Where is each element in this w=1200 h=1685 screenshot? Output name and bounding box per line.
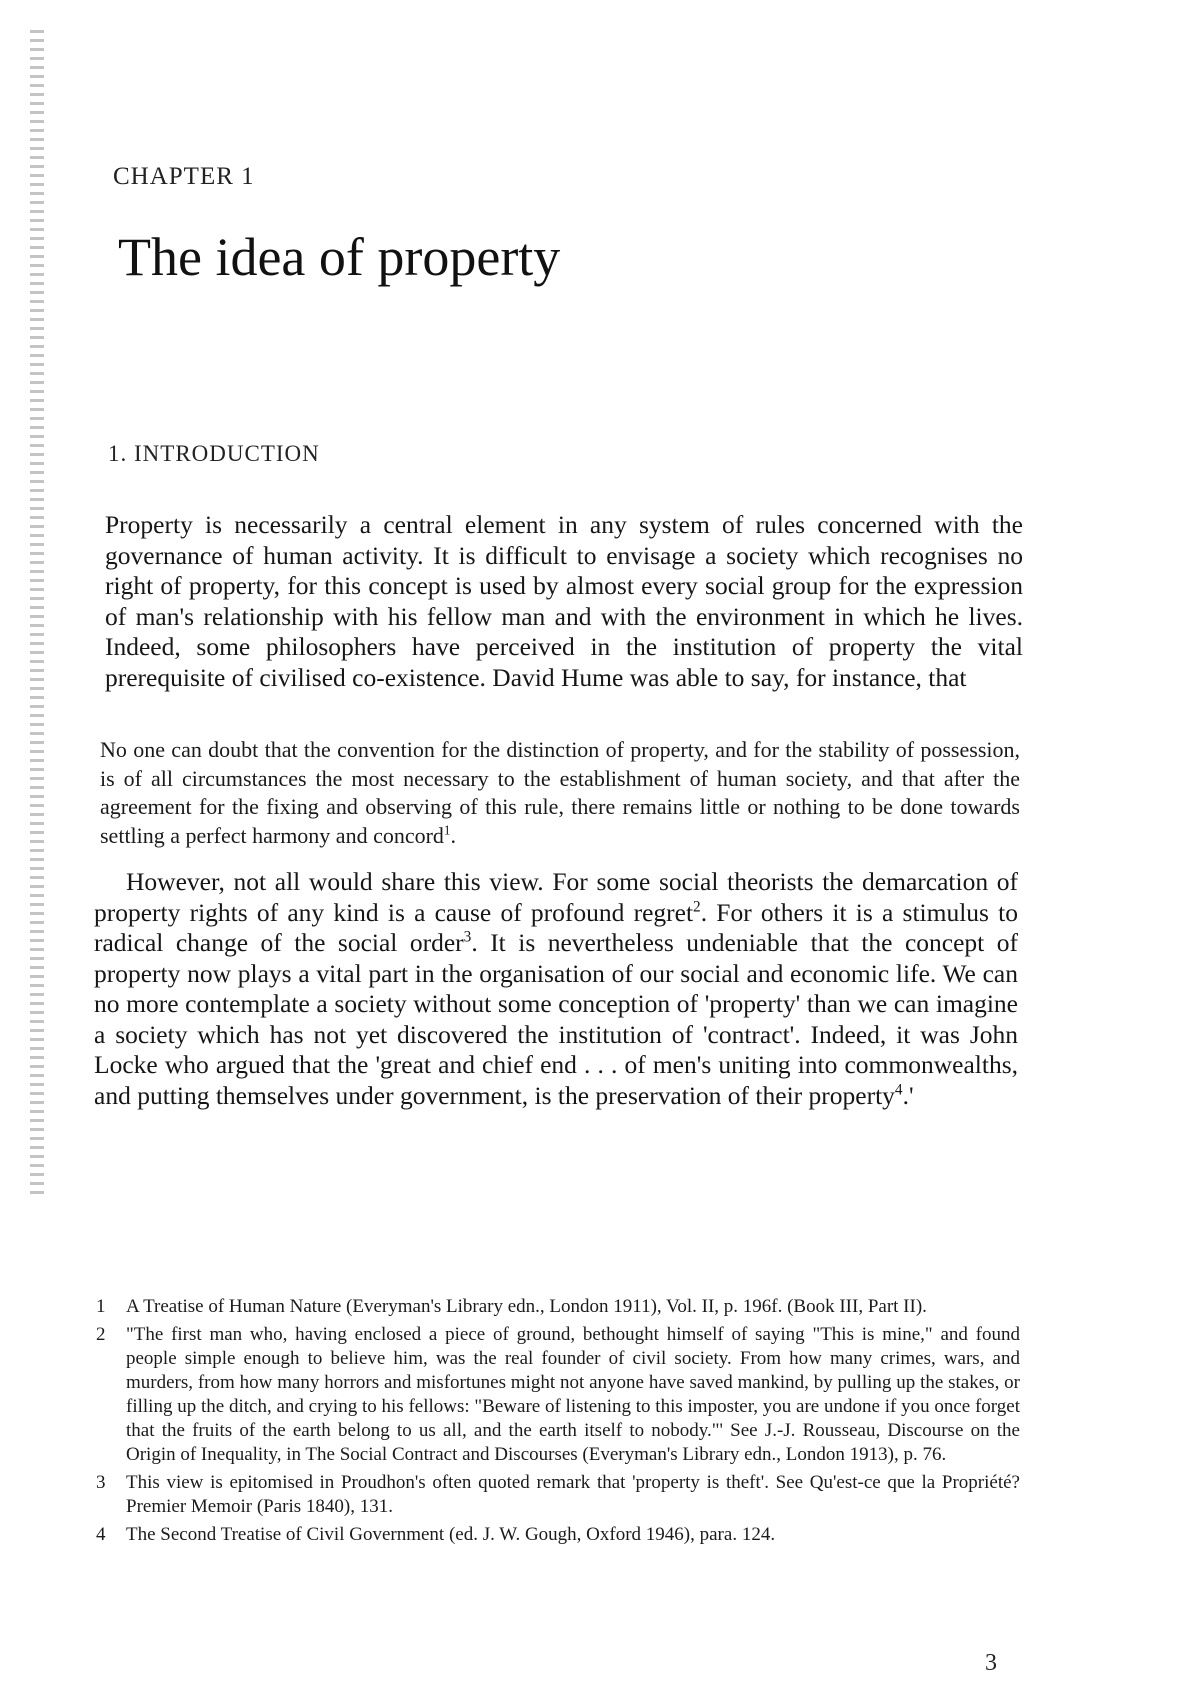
footnote-number: 1 — [96, 1296, 106, 1317]
footnote-number: 4 — [96, 1524, 106, 1545]
paragraph-2-part-3: . It is nevertheless undeniable that the concept of property now plays a vital part in the organisation of our social and economic life. We can no more contemplate a society without some conception of 'property' than we can imagine a society which has not yet discovered the institution of 'contract'. Indeed, it was John Locke who argued that the 'great and chief end . . . of men's uniting into commonwealths, and putting themselves under government, is the preservation of their property — [94, 928, 1018, 1110]
footnote-text: "The first man who, having enclosed a piece of ground, bethought himself of saying "This is mine," and found people simple enough to believe him, was the real founder of civil society. From how many crimes, wars, and murders, from how many horrors and misfortunes might not anyone have saved mankind, by pulling up the stakes, or filling up the ditch, and crying to his fellows: "Beware of listening to this imposter, you are undone if you once forget that the fruits of the earth belong to us all, and the earth itself to nobody."' See J.-J. Rousseau, Discourse on the Origin of Inequality, in The Social Contract and Discourses (Everyman's Library edn., London 1913), p. 76. — [126, 1324, 1020, 1465]
page-number: 3 — [985, 1650, 997, 1676]
chapter-title: The idea of property — [118, 227, 561, 287]
footnote — [92, 1323, 1020, 1467]
footnote — [92, 1471, 1020, 1519]
footnote — [92, 1523, 1020, 1547]
footnote-ref-3: 3 — [463, 928, 472, 946]
footnote — [92, 1295, 1020, 1319]
footnotes — [92, 1295, 1020, 1551]
paragraph-2-part-4: .' — [902, 1080, 914, 1110]
paragraph-2-part-1: However, not all would share this view. For some social theorists the demarcation of property rights of any kind is a cause of profound regret — [94, 867, 1018, 927]
binding-edge — [30, 30, 44, 1200]
chapter-label: CHAPTER 1 — [113, 163, 255, 190]
footnote-text: A Treatise of Human Nature (Everyman's Library edn., London 1911), Vol. II, p. 196f. (Book III, Part II). — [126, 1296, 927, 1317]
footnote-ref-1: 1 — [443, 822, 451, 838]
footnote-ref-2: 2 — [693, 898, 701, 915]
quote-end: . — [450, 822, 457, 848]
footnote-text: The Second Treatise of Civil Government (ed. J. W. Gough, Oxford 1946), para. 124. — [126, 1524, 776, 1545]
paragraph-2 — [94, 867, 1018, 1111]
footnote-text: This view is epitomised in Proudhon's often quoted remark that 'property is theft'. See Qu'est-ce que la Propriété? Premier Memoir (Paris 1840), 131. — [126, 1472, 1020, 1517]
paragraph-1: Property is necessarily a central element in any system of rules concerned with the governance of human activity. It is difficult to envisage a society which recognises no right of property, for this concept is used by almost every social group for the expression of man's relationship with his fellow man and with the environment in which he lives. Indeed, some philosophers have perceived in the institution of property the vital prerequisite of civilised co-existence. David Hume was able to say, for instance, that — [105, 510, 1023, 692]
footnote-number: 2 — [96, 1324, 106, 1345]
footnote-number: 3 — [96, 1472, 106, 1493]
block-quote — [100, 736, 1020, 850]
paragraph-2-part-2: . For others it is a stimulus to radical change of the social order — [94, 897, 1018, 957]
quote-text: No one can doubt that the convention for the distinction of property, and for the stability of possession, is of all circumstances the most necessary to the establishment of human society, and that after the agreement for the fixing and observing of this rule, there remains little or nothing to be done towards settling a perfect harmony and concord — [100, 737, 1020, 848]
footnote-ref-4: 4 — [894, 1081, 903, 1098]
section-heading: 1. INTRODUCTION — [108, 441, 320, 466]
